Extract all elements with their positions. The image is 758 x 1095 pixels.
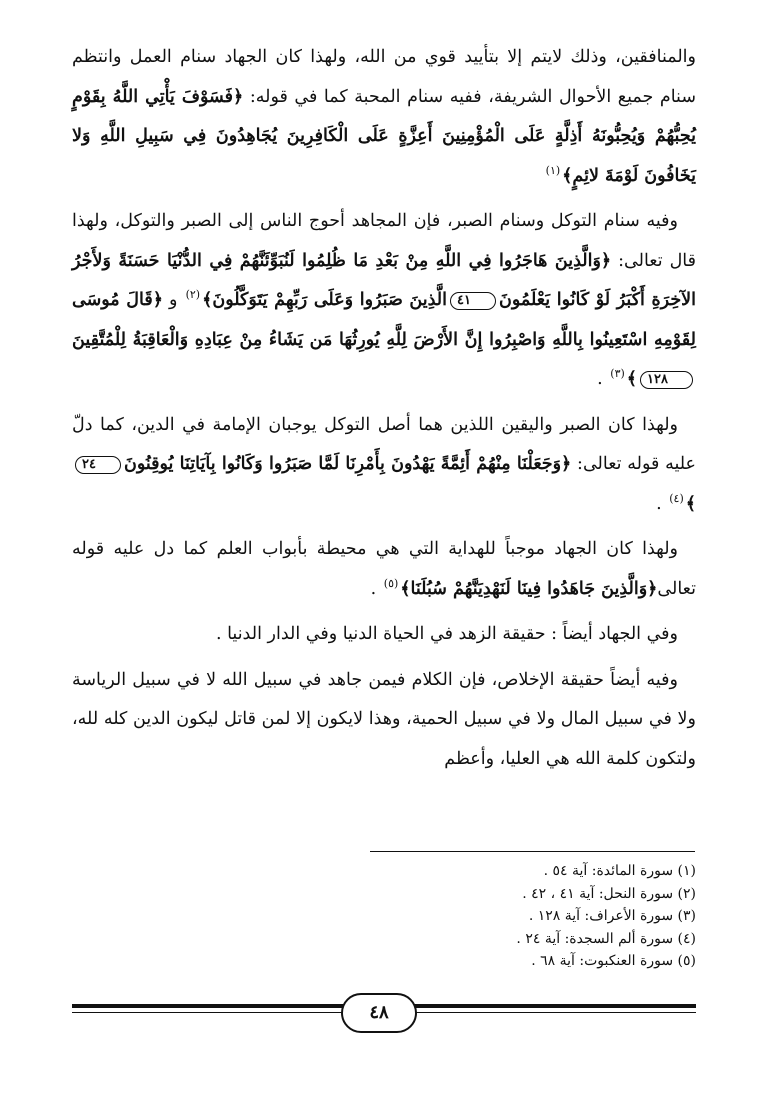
footnote-divider — [370, 851, 695, 852]
ayah-number-marker: ٢٤ — [75, 456, 121, 474]
footnote: (٥) سورة العنكبوت: آية ٦٨ . — [531, 953, 696, 969]
paragraph-text: وفيه أيضاً حقيقة الإخلاص، فإن الكلام فيمن جاهد في سبيل الله لا في سبيل الرياسة ولا في سبيل المال ولا في سبيل الحمية، وهذا لايكون إلا لمن قاتل ليكون الدين كله لله، ولتكون كلمة الله هي العليا، وأعظم — [72, 669, 696, 769]
paragraph — [72, 38, 696, 196]
paragraph — [72, 661, 696, 780]
quran-verse: ﴿وَالَّذِينَ هَاجَرُوا فِي اللَّهِ مِنْ بَعْدِ مَا ظُلِمُوا لَنُبَوِّئَنَّهُمْ فِي الدُّنْيَا حَسَنَةً وَلأَجْرُ الآخِرَةِ أَكْبَرُ لَوْ كَانُوا يَعْلَمُونَ — [72, 250, 696, 310]
paragraph-text: . — [597, 369, 609, 389]
footnotes — [300, 860, 696, 973]
paragraph — [72, 406, 696, 525]
paragraph-text: . — [370, 578, 382, 599]
footnote-reference: (٣) — [610, 367, 625, 381]
quran-verse: الَّذِينَ صَبَرُوا وَعَلَى رَبِّهِمْ يَتَوَكَّلُونَ﴾ — [202, 290, 448, 310]
paragraph-text: . — [656, 493, 668, 514]
footnote: (١) سورة المائدة: آية ٥٤ . — [543, 863, 696, 879]
quran-verse: ﴿وَالَّذِينَ جَاهَدُوا فِينَا لَنَهْدِيَنَّهُمْ سُبُلَنَا﴾ — [400, 578, 658, 599]
paragraph-text: ولهذا كان الصبر واليقين اللذين هما أصل التوكل يوجبان الإمامة في الدين، كما دلّ عليه قوله تعالى: — [72, 414, 696, 474]
footnote-reference: (٥) — [383, 576, 399, 590]
page-number: ٤٨ — [341, 993, 417, 1033]
footnote-reference: (٤) — [669, 491, 684, 505]
footnote: (٢) سورة النحل: آية ٤١ ، ٤٢ . — [522, 885, 696, 902]
footnote-reference: (٢) — [185, 288, 201, 302]
quran-verse: ﴾ — [626, 369, 638, 389]
footnote: (٤) سورة ألم السجدة: آية ٢٤ . — [516, 930, 696, 947]
quran-verse: ﴿وَجَعَلْنَا مِنْهُمْ أَئِمَّةً يَهْدُونَ بِأَمْرِنَا لَمَّا صَبَرُوا وَكَانُوا بِآيَاتِنَا يُوقِنُونَ — [123, 454, 572, 474]
footnote-reference: (١) — [545, 163, 561, 177]
paragraph — [72, 615, 696, 655]
paragraph-text: والمنافقين، وذلك لايتم إلا بتأييد قوي من الله، ولهذا كان الجهاد سنام العمل وانتظم سنام جميع الأحوال الشريفة، ففيه سنام المحبة كما في قوله: — [72, 47, 696, 107]
paragraph-text: وفيه سنام التوكل وسنام الصبر، فإن المجاهد أحوج الناس إلى الصبر والتوكل، ولهذا قال تعالى: — [72, 211, 696, 271]
quran-verse: ﴾ — [685, 493, 696, 514]
footnote: (٣) سورة الأعراف: آية ١٢٨ . — [528, 908, 696, 924]
body-text — [72, 38, 696, 779]
quran-verse: ﴿قَالَ مُوسَى لِقَوْمِهِ اسْتَعِينُوا بِاللَّهِ وَاصْبِرُوا إِنَّ الأَرْضَ لِلَّهِ يُورِثُهَا مَن يَشَاءُ مِنْ عِبَادِهِ وَالْعَاقِبَةُ لِلْمُتَّقِينَ — [72, 290, 696, 350]
paragraph — [72, 530, 696, 609]
paragraph-text: ولهذا كان الجهاد موجباً للهداية التي هي محيطة بأبواب العلم كما دل عليه قوله تعالى — [72, 539, 696, 599]
paragraph — [72, 202, 696, 400]
paragraph-text: وفي الجهاد أيضاً : حقيقة الزهد في الحياة الدنيا وفي الدار الدنيا . — [215, 624, 678, 644]
ayah-number-marker: ٤١ — [450, 292, 496, 310]
ayah-number-marker: ١٢٨ — [640, 371, 693, 389]
quran-verse: ﴿فَسَوْفَ يَأْتِي اللَّهُ بِقَوْمٍ يُحِبُّهُمْ وَيُحِبُّونَهُ أَذِلَّةٍ عَلَى الْمُؤْمِنِينَ أَعِزَّةٍ عَلَى الْكَافِرِينَ يُجَاهِدُونَ فِي سَبِيلِ اللَّهِ وَلا يَخَافُونَ لَوْمَةَ لائِمٍ﴾ — [72, 86, 696, 186]
paragraph-text: و — [162, 290, 184, 310]
